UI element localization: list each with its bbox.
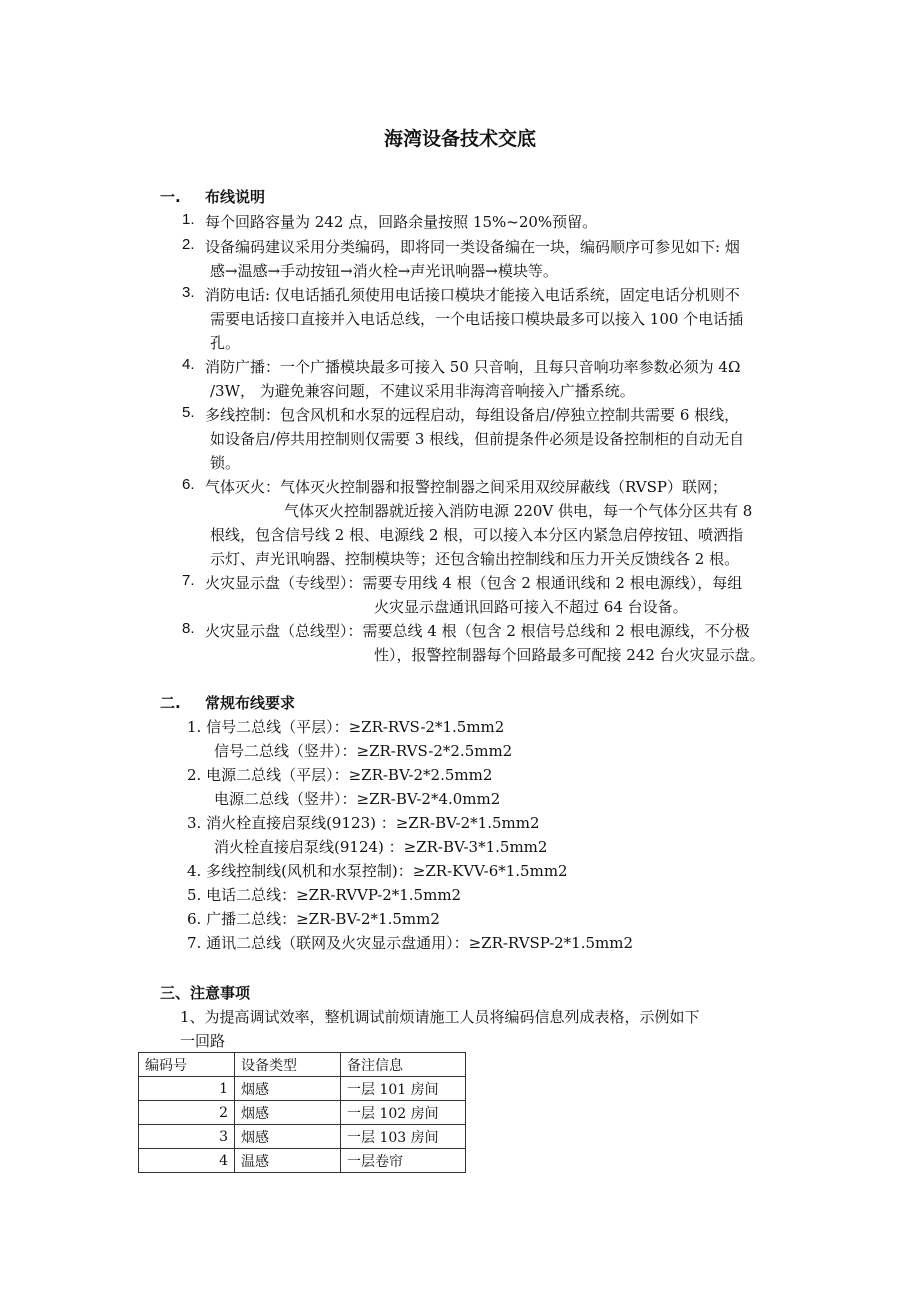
item-number: 7.: [182, 572, 195, 589]
item-text-line: 消防广播：一个广播模块最多可接入 50 只音响，且每只音响功率参数必须为 4Ω: [205, 358, 741, 376]
wiring-spec-line: 4. 多线控制线(风机和水泵控制)：≥ZR-KVV-6*1.5mm2: [187, 862, 568, 880]
table-cell: 温感: [235, 1149, 341, 1173]
table-cell: 3: [139, 1125, 235, 1149]
table-cell: 烟感: [235, 1125, 341, 1149]
loop-label: 一回路: [180, 1032, 226, 1050]
item-text-line: 设备编码建议采用分类编码，即将同一类设备编在一块，编码顺序可参见如下: 烟: [205, 238, 740, 256]
item-number: 4.: [182, 356, 195, 373]
section3-heading: 三、注意事项: [160, 984, 251, 1002]
table-header-cell: 编码号: [139, 1053, 235, 1077]
item-number: 5.: [182, 404, 195, 421]
item-text-line: 性），报警控制器每个回路最多可配接 242 台火灾显示盘。: [374, 646, 765, 664]
table-cell: 一层 101 房间: [341, 1077, 466, 1101]
wiring-spec-line: 5. 电话二总线：≥ZR-RVVP-2*1.5mm2: [187, 886, 462, 904]
table-cell: 2: [139, 1101, 235, 1125]
item-text-line: 火灾显示盘通讯回路可接入不超过 64 台设备。: [374, 598, 688, 616]
item-text-line: 火灾显示盘（总线型）：需要总线 4 根（包含 2 根信号总线和 2 根电源线，不分极: [205, 622, 750, 640]
wiring-spec-line: 电源二总线（竖井）：≥ZR-BV-2*4.0mm2: [214, 790, 501, 808]
table-cell: 4: [139, 1149, 235, 1173]
table-row: [139, 1125, 466, 1149]
table-cell: 烟感: [235, 1077, 341, 1101]
wiring-spec-line: 消火栓直接启泵线(9124) ：≥ZR-BV-3*1.5mm2: [214, 838, 548, 856]
section1-heading: 布线说明: [205, 188, 266, 206]
wiring-spec-line: 1. 信号二总线（平层）：≥ZR-RVS-2*1.5mm2: [187, 718, 505, 736]
section1-number: 一.: [160, 188, 181, 206]
section3-note: 1、为提高调试效率，整机调试前烦请施工人员将编码信息列成表格，示例如下: [180, 1008, 700, 1026]
table-cell: 烟感: [235, 1101, 341, 1125]
table-cell: 一层卷帘: [341, 1149, 466, 1173]
item-text-line: 火灾显示盘（专线型）：需要专用线 4 根（包含 2 根通讯线和 2 根电源线），每组: [205, 574, 743, 592]
table-cell: 1: [139, 1077, 235, 1101]
wiring-spec-line: 7. 通讯二总线（联网及火灾显示盘通用）：≥ZR-RVSP-2*1.5mm2: [187, 934, 634, 952]
item-number: 8.: [182, 620, 195, 637]
wiring-spec-line: 信号二总线（竖井）：≥ZR-RVS-2*2.5mm2: [214, 742, 513, 760]
item-text-line: 根线，包含信号线 2 根、电源线 2 根，可以接入本分区内紧急启停按钮、喷洒指: [210, 526, 744, 544]
item-text-line: /3W， 为避免兼容问题，不建议采用非海湾音响接入广播系统。: [210, 382, 635, 400]
table-header-cell: 设备类型: [235, 1053, 341, 1077]
item-text-line: 需要电话接口直接并入电话总线，一个电话接口模块最多可以接入 100 个电话插: [210, 310, 744, 328]
item-number: 1.: [182, 211, 195, 228]
table-row: [139, 1101, 466, 1125]
table-row: [139, 1149, 466, 1173]
section2-heading: 常规布线要求: [205, 694, 296, 712]
code-table: [138, 1052, 466, 1173]
table-header-cell: 备注信息: [341, 1053, 466, 1077]
section2-number: 二.: [160, 694, 181, 712]
item-number: 6.: [182, 476, 195, 493]
item-text-line: 锁。: [210, 454, 241, 472]
wiring-spec-line: 2. 电源二总线（平层）：≥ZR-BV-2*2.5mm2: [187, 766, 493, 784]
table-cell: 一层 103 房间: [341, 1125, 466, 1149]
wiring-spec-line: 6. 广播二总线：≥ZR-BV-2*1.5mm2: [187, 910, 440, 928]
item-number: 2.: [182, 236, 195, 253]
item-text-line: 如设备启/停共用控制则仅需要 3 根线，但前提条件必须是设备控制柜的自动无自: [210, 430, 745, 448]
item-text-line: 孔。: [210, 334, 241, 352]
item-text-line: 气体灭火：气体灭火控制器和报警控制器之间采用双绞屏蔽线（RVSP）联网；: [205, 478, 727, 496]
item-text-line: 感→温感→手动按钮→消火栓→声光讯响器→模块等。: [210, 262, 558, 280]
table-row: [139, 1077, 466, 1101]
item-text-line: 每个回路容量为 242 点，回路余量按照 15%~20%预留。: [205, 213, 598, 231]
item-text-line: 多线控制：包含风机和水泵的远程启动，每组设备启/停独立控制共需要 6 根线，: [205, 406, 740, 424]
table-header-row: [139, 1053, 466, 1077]
wiring-spec-line: 3. 消火栓直接启泵线(9123) ：≥ZR-BV-2*1.5mm2: [187, 814, 540, 832]
item-text-line: 气体灭火控制器就近接入消防电源 220V 供电，每一个气体分区共有 8: [284, 502, 753, 520]
item-number: 3.: [182, 284, 195, 301]
item-text-line: 示灯、声光讯响器、控制模块等；还包含输出控制线和压力开关反馈线各 2 根。: [210, 550, 740, 568]
table-cell: 一层 102 房间: [341, 1101, 466, 1125]
document-title: 海湾设备技术交底: [383, 128, 536, 150]
item-text-line: 消防电话: 仅电话插孔须使用电话接口模块才能接入电话系统，固定电话分机则不: [205, 286, 740, 304]
